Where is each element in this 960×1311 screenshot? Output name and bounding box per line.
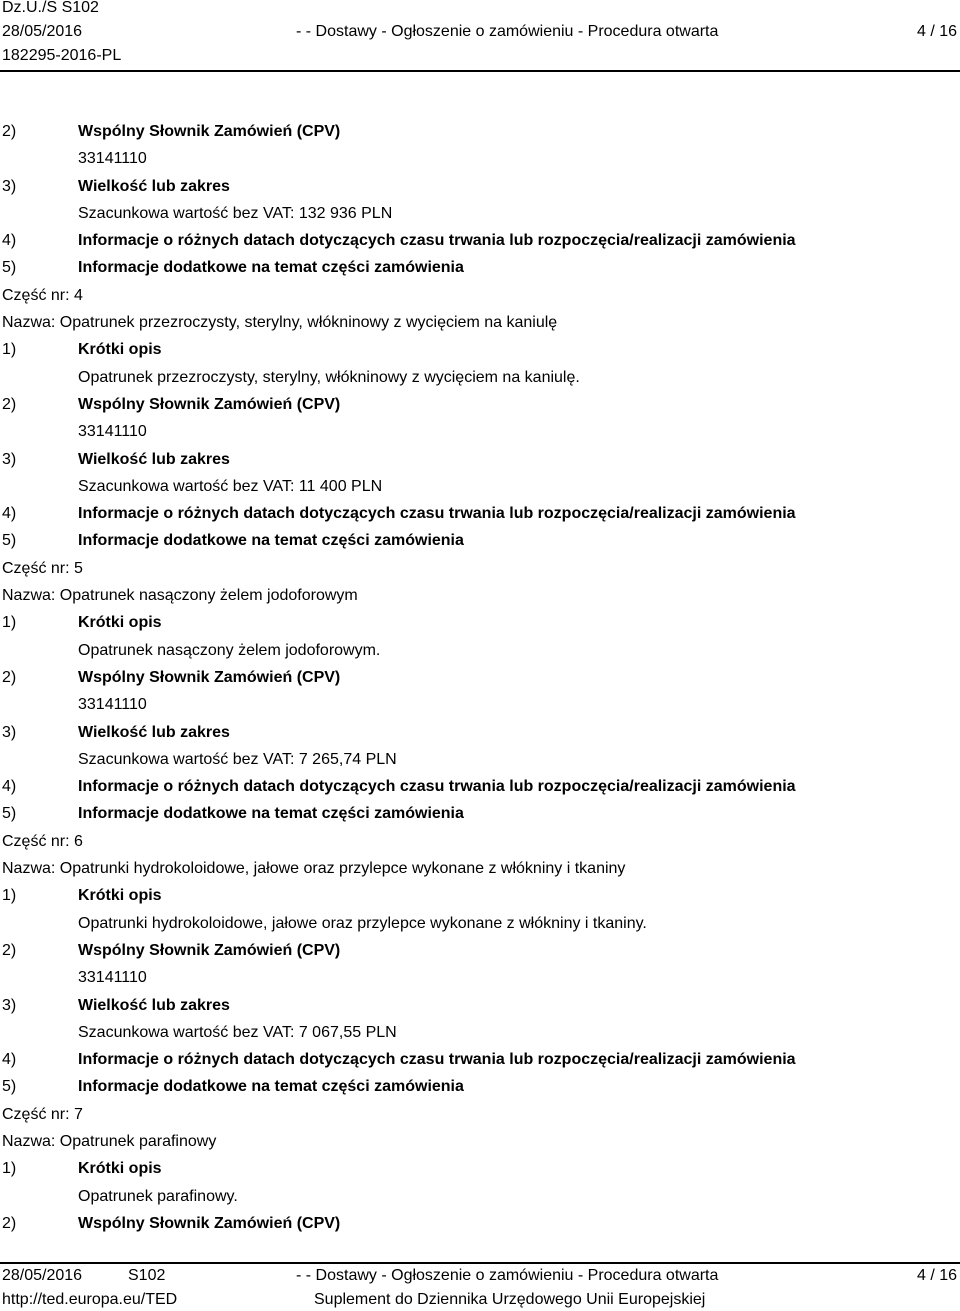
notice-row bbox=[0, 639, 960, 666]
section-heading: Informacje dodatkowe na temat części zamówienia bbox=[78, 1078, 464, 1096]
section-number: 5) bbox=[2, 259, 17, 277]
notice-row bbox=[0, 748, 960, 775]
section-number: 4) bbox=[2, 505, 17, 523]
section-value: Opatrunek parafinowy. bbox=[78, 1187, 238, 1205]
section-value: Opatrunki hydrokoloidowe, jałowe oraz przylepce wykonane z włókniny i tkaniny. bbox=[78, 914, 647, 932]
section-heading: Informacje dodatkowe na temat części zamówienia bbox=[78, 805, 464, 823]
notice-content bbox=[0, 120, 960, 1239]
section-number: 4) bbox=[2, 1051, 17, 1069]
header-page-number: 4 / 16 bbox=[916, 23, 957, 40]
notice-row bbox=[0, 611, 960, 638]
section-number: 2) bbox=[2, 1214, 17, 1232]
part-info: Część nr: 5 bbox=[2, 559, 83, 577]
section-number: 1) bbox=[2, 887, 17, 905]
section-heading: Informacje o różnych datach dotyczących czasu trwania lub rozpoczęcia/realizacji zamówienia bbox=[78, 232, 796, 250]
notice-row bbox=[0, 693, 960, 720]
notice-row bbox=[0, 966, 960, 993]
section-number: 4) bbox=[2, 232, 17, 250]
notice-row bbox=[0, 393, 960, 420]
notice-row bbox=[0, 721, 960, 748]
part-info: Część nr: 6 bbox=[2, 832, 83, 850]
section-heading: Wspólny Słownik Zamówień (CPV) bbox=[78, 668, 341, 686]
section-number: 1) bbox=[2, 341, 17, 359]
footer-divider bbox=[0, 1262, 960, 1264]
section-heading: Informacje o różnych datach dotyczących czasu trwania lub rozpoczęcia/realizacji zamówienia bbox=[78, 1051, 796, 1069]
notice-row bbox=[0, 147, 960, 174]
section-number: 5) bbox=[2, 1078, 17, 1096]
header-divider bbox=[0, 70, 960, 72]
notice-row bbox=[0, 1103, 960, 1130]
notice-row bbox=[0, 884, 960, 911]
notice-row bbox=[0, 284, 960, 311]
notice-row bbox=[0, 557, 960, 584]
section-heading: Krótki opis bbox=[78, 614, 162, 632]
part-info: Nazwa: Opatrunki hydrokoloidowe, jałowe oraz przylepce wykonane z włókniny i tkaniny bbox=[2, 860, 626, 878]
notice-row bbox=[0, 912, 960, 939]
footer-date: 28/05/2016 bbox=[2, 1267, 83, 1284]
notice-row bbox=[0, 1048, 960, 1075]
section-value: 33141110 bbox=[78, 423, 147, 441]
section-heading: Wspólny Słownik Zamówień (CPV) bbox=[78, 941, 341, 959]
section-heading: Wielkość lub zakres bbox=[78, 723, 230, 741]
notice-row bbox=[0, 338, 960, 365]
section-value: Szacunkowa wartość bez VAT: 132 936 PLN bbox=[78, 204, 393, 222]
notice-row bbox=[0, 857, 960, 884]
section-value: 33141110 bbox=[78, 969, 147, 987]
section-number: 1) bbox=[2, 1160, 17, 1178]
section-heading: Wspólny Słownik Zamówień (CPV) bbox=[78, 123, 341, 140]
notice-row bbox=[0, 666, 960, 693]
notice-row bbox=[0, 1212, 960, 1239]
section-heading: Wspólny Słownik Zamówień (CPV) bbox=[78, 1214, 341, 1232]
section-value: Szacunkowa wartość bez VAT: 11 400 PLN bbox=[78, 477, 383, 495]
section-value: 33141110 bbox=[78, 150, 147, 168]
section-number: 3) bbox=[2, 177, 17, 195]
notice-row bbox=[0, 366, 960, 393]
notice-row bbox=[0, 939, 960, 966]
section-value: Szacunkowa wartość bez VAT: 7 265,74 PLN bbox=[78, 750, 397, 768]
notice-row bbox=[0, 311, 960, 338]
notice-row bbox=[0, 448, 960, 475]
header-title: - - Dostawy - Ogłoszenie o zamówieniu - Procedura otwarta bbox=[296, 23, 719, 40]
notice-row bbox=[0, 175, 960, 202]
section-number: 3) bbox=[2, 450, 17, 468]
notice-row bbox=[0, 420, 960, 447]
section-heading: Informacje dodatkowe na temat części zamówienia bbox=[78, 532, 464, 550]
document-id: 182295-2016-PL bbox=[2, 47, 122, 64]
section-number: 2) bbox=[2, 123, 17, 140]
notice-row bbox=[0, 775, 960, 802]
notice-row bbox=[0, 1185, 960, 1212]
notice-row bbox=[0, 529, 960, 556]
section-heading: Wielkość lub zakres bbox=[78, 996, 230, 1014]
section-number: 3) bbox=[2, 723, 17, 741]
section-heading: Krótki opis bbox=[78, 1160, 162, 1178]
notice-row bbox=[0, 1021, 960, 1048]
footer-subtitle: Suplement do Dziennika Urzędowego Unii Europejskiej bbox=[314, 1291, 706, 1308]
footer-code: S102 bbox=[128, 1267, 166, 1284]
notice-row bbox=[0, 584, 960, 611]
part-info: Część nr: 7 bbox=[2, 1105, 83, 1123]
section-heading: Wielkość lub zakres bbox=[78, 450, 230, 468]
section-heading: Krótki opis bbox=[78, 887, 162, 905]
section-number: 5) bbox=[2, 532, 17, 550]
section-number: 2) bbox=[2, 668, 17, 686]
section-heading: Wielkość lub zakres bbox=[78, 177, 230, 195]
section-number: 5) bbox=[2, 805, 17, 823]
section-heading: Informacje dodatkowe na temat części zamówienia bbox=[78, 259, 464, 277]
section-number: 4) bbox=[2, 778, 17, 796]
notice-row bbox=[0, 802, 960, 829]
footer-page-number: 4 / 16 bbox=[916, 1267, 957, 1284]
notice-row bbox=[0, 1157, 960, 1184]
section-value: Szacunkowa wartość bez VAT: 7 067,55 PLN bbox=[78, 1023, 397, 1041]
part-info: Nazwa: Opatrunek nasączony żelem jodoforowym bbox=[2, 587, 358, 605]
section-number: 2) bbox=[2, 395, 17, 413]
journal-ref: Dz.U./S S102 bbox=[2, 0, 99, 16]
notice-row bbox=[0, 1075, 960, 1102]
page-footer bbox=[0, 1262, 960, 1311]
footer-url[interactable]: http://ted.europa.eu/TED bbox=[2, 1291, 178, 1308]
section-heading: Informacje o różnych datach dotyczących czasu trwania lub rozpoczęcia/realizacji zamówienia bbox=[78, 505, 796, 523]
section-value: 33141110 bbox=[78, 696, 147, 714]
section-number: 3) bbox=[2, 996, 17, 1014]
notice-row bbox=[0, 475, 960, 502]
notice-row bbox=[0, 830, 960, 857]
section-heading: Krótki opis bbox=[78, 341, 162, 359]
footer-title: - - Dostawy - Ogłoszenie o zamówieniu - Procedura otwarta bbox=[296, 1267, 719, 1284]
section-number: 1) bbox=[2, 614, 17, 632]
part-info: Nazwa: Opatrunek parafinowy bbox=[2, 1132, 217, 1150]
notice-row bbox=[0, 994, 960, 1021]
section-heading: Wspólny Słownik Zamówień (CPV) bbox=[78, 395, 341, 413]
notice-row bbox=[0, 120, 960, 147]
section-heading: Informacje o różnych datach dotyczących czasu trwania lub rozpoczęcia/realizacji zamówienia bbox=[78, 778, 796, 796]
notice-row bbox=[0, 1130, 960, 1157]
notice-row bbox=[0, 229, 960, 256]
part-info: Nazwa: Opatrunek przezroczysty, sterylny, włókninowy z wycięciem na kaniulę bbox=[2, 314, 558, 332]
section-value: Opatrunek nasączony żelem jodoforowym. bbox=[78, 641, 381, 659]
notice-row bbox=[0, 202, 960, 229]
header-date: 28/05/2016 bbox=[2, 23, 83, 40]
section-value: Opatrunek przezroczysty, sterylny, włókninowy z wycięciem na kaniulę. bbox=[78, 368, 580, 386]
notice-row bbox=[0, 256, 960, 283]
notice-row bbox=[0, 502, 960, 529]
section-number: 2) bbox=[2, 941, 17, 959]
part-info: Część nr: 4 bbox=[2, 286, 83, 304]
page-header bbox=[0, 0, 960, 72]
